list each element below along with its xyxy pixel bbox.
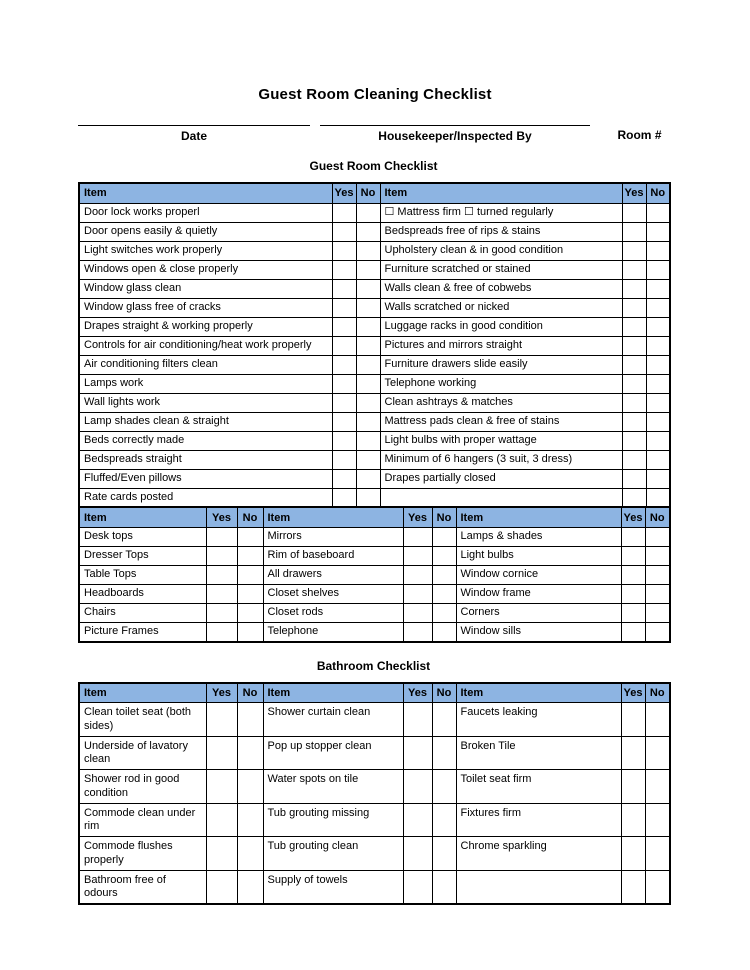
item-label: Rate cards posted bbox=[79, 488, 332, 507]
checklist-row bbox=[79, 603, 670, 622]
col-item: Item bbox=[79, 683, 206, 703]
date-field[interactable]: Date bbox=[78, 125, 310, 143]
item-label: Shower rod in good condition bbox=[79, 770, 206, 804]
no-cell[interactable] bbox=[432, 565, 456, 584]
yes-cell[interactable] bbox=[206, 870, 237, 904]
item-label: ☐ Mattress firm ☐ turned regularly bbox=[380, 203, 622, 222]
col-yes: Yes bbox=[206, 683, 237, 703]
no-cell[interactable] bbox=[237, 837, 263, 871]
col-no: No bbox=[645, 683, 670, 703]
checklist-row bbox=[79, 203, 670, 222]
col-yes: Yes bbox=[621, 507, 645, 527]
no-cell[interactable] bbox=[645, 736, 670, 770]
col-no: No bbox=[237, 507, 263, 527]
item-label: Pictures and mirrors straight bbox=[380, 336, 622, 355]
no-cell[interactable] bbox=[646, 336, 670, 355]
no-cell[interactable] bbox=[432, 870, 456, 904]
no-cell[interactable] bbox=[645, 546, 670, 565]
yes-cell[interactable] bbox=[206, 703, 237, 737]
item-label: Fixtures firm bbox=[456, 803, 621, 837]
item-label: Commode flushes properly bbox=[79, 837, 206, 871]
no-cell[interactable] bbox=[646, 203, 670, 222]
yes-cell[interactable] bbox=[621, 584, 645, 603]
item-label: Lamp shades clean & straight bbox=[79, 412, 332, 431]
yes-cell[interactable] bbox=[332, 431, 356, 450]
housekeeper-field[interactable]: Housekeeper/Inspected By bbox=[320, 125, 590, 143]
yes-cell[interactable] bbox=[622, 203, 646, 222]
no-cell[interactable] bbox=[432, 603, 456, 622]
no-cell[interactable] bbox=[646, 317, 670, 336]
no-cell[interactable] bbox=[356, 431, 380, 450]
checklist-row bbox=[79, 450, 670, 469]
item-label: Chrome sparkling bbox=[456, 837, 621, 871]
item-label: Picture Frames bbox=[79, 622, 206, 641]
yes-cell[interactable] bbox=[332, 241, 356, 260]
no-cell[interactable] bbox=[646, 450, 670, 469]
item-label: Pop up stopper clean bbox=[263, 736, 403, 770]
no-cell[interactable] bbox=[646, 393, 670, 412]
yes-cell[interactable] bbox=[403, 870, 432, 904]
checklist-row bbox=[79, 837, 670, 871]
no-cell[interactable] bbox=[237, 703, 263, 737]
no-cell[interactable] bbox=[646, 222, 670, 241]
no-cell[interactable] bbox=[646, 279, 670, 298]
no-cell[interactable] bbox=[356, 393, 380, 412]
item-label: Mattress pads clean & free of stains bbox=[380, 412, 622, 431]
yes-cell[interactable] bbox=[622, 260, 646, 279]
yes-cell[interactable] bbox=[621, 870, 645, 904]
no-cell[interactable] bbox=[356, 469, 380, 488]
checklist-row bbox=[79, 870, 670, 904]
item-label: Toilet seat firm bbox=[456, 770, 621, 804]
item-label: Supply of towels bbox=[263, 870, 403, 904]
yes-cell[interactable] bbox=[621, 770, 645, 804]
checklist-row bbox=[79, 622, 670, 641]
page-title: Guest Room Cleaning Checklist bbox=[258, 86, 492, 103]
yes-cell[interactable] bbox=[621, 603, 645, 622]
checklist-row bbox=[79, 469, 670, 488]
yes-cell[interactable] bbox=[332, 488, 356, 507]
no-cell[interactable] bbox=[432, 622, 456, 641]
item-label: Clean toilet seat (both sides) bbox=[79, 703, 206, 737]
yes-cell[interactable] bbox=[206, 565, 237, 584]
item-label: Telephone working bbox=[380, 374, 622, 393]
yes-cell[interactable] bbox=[206, 803, 237, 837]
no-cell[interactable] bbox=[356, 203, 380, 222]
no-cell[interactable] bbox=[432, 736, 456, 770]
item-label: Closet shelves bbox=[263, 584, 403, 603]
col-yes: Yes bbox=[332, 183, 356, 203]
yes-cell[interactable] bbox=[622, 317, 646, 336]
item-label: Headboards bbox=[79, 584, 206, 603]
col-item: Item bbox=[380, 183, 622, 203]
col-no: No bbox=[356, 183, 380, 203]
yes-cell[interactable] bbox=[403, 603, 432, 622]
yes-cell[interactable] bbox=[621, 546, 645, 565]
table-header-row bbox=[79, 507, 670, 527]
item-label: Lamps & shades bbox=[456, 527, 621, 546]
item-label: Window sills bbox=[456, 622, 621, 641]
item-label: Minimum of 6 hangers (3 suit, 3 dress) bbox=[380, 450, 622, 469]
checklist-row bbox=[79, 703, 670, 737]
checklist-row bbox=[79, 317, 670, 336]
no-cell[interactable] bbox=[237, 603, 263, 622]
yes-cell[interactable] bbox=[206, 837, 237, 871]
item-label: Window glass clean bbox=[79, 279, 332, 298]
item-label: Clean ashtrays & matches bbox=[380, 393, 622, 412]
no-cell[interactable] bbox=[645, 565, 670, 584]
item-label: Window cornice bbox=[456, 565, 621, 584]
no-cell[interactable] bbox=[645, 584, 670, 603]
item-label: Lamps work bbox=[79, 374, 332, 393]
yes-cell[interactable] bbox=[332, 222, 356, 241]
item-label: All drawers bbox=[263, 565, 403, 584]
yes-cell[interactable] bbox=[206, 584, 237, 603]
item-label: Wall lights work bbox=[79, 393, 332, 412]
item-label: Air conditioning filters clean bbox=[79, 355, 332, 374]
item-label: Commode clean under rim bbox=[79, 803, 206, 837]
yes-cell[interactable] bbox=[621, 527, 645, 546]
col-item: Item bbox=[456, 507, 621, 527]
item-label bbox=[456, 870, 621, 904]
item-label: Drapes straight & working properly bbox=[79, 317, 332, 336]
no-cell[interactable] bbox=[356, 317, 380, 336]
checklist-row bbox=[79, 374, 670, 393]
no-cell[interactable] bbox=[237, 546, 263, 565]
no-cell[interactable] bbox=[356, 412, 380, 431]
yes-cell[interactable] bbox=[622, 431, 646, 450]
item-label: Bathroom free of odours bbox=[79, 870, 206, 904]
table-header-row bbox=[79, 683, 670, 703]
item-label: Corners bbox=[456, 603, 621, 622]
no-cell[interactable] bbox=[645, 803, 670, 837]
item-label: Window glass free of cracks bbox=[79, 298, 332, 317]
checklist-row bbox=[79, 412, 670, 431]
no-cell[interactable] bbox=[432, 837, 456, 871]
no-cell[interactable] bbox=[237, 870, 263, 904]
yes-cell[interactable] bbox=[621, 837, 645, 871]
checklist-row bbox=[79, 803, 670, 837]
checklist-row bbox=[79, 546, 670, 565]
yes-cell[interactable] bbox=[622, 412, 646, 431]
yes-cell[interactable] bbox=[206, 622, 237, 641]
yes-cell[interactable] bbox=[622, 355, 646, 374]
item-label: Walls clean & free of cobwebs bbox=[380, 279, 622, 298]
no-cell[interactable] bbox=[356, 241, 380, 260]
item-label: Upholstery clean & in good condition bbox=[380, 241, 622, 260]
yes-cell[interactable] bbox=[206, 546, 237, 565]
item-label: Rim of baseboard bbox=[263, 546, 403, 565]
no-cell[interactable] bbox=[432, 546, 456, 565]
no-cell[interactable] bbox=[356, 488, 380, 507]
room-number-field[interactable]: Room # bbox=[617, 128, 662, 142]
no-cell[interactable] bbox=[646, 241, 670, 260]
col-yes: Yes bbox=[403, 683, 432, 703]
item-label: Window frame bbox=[456, 584, 621, 603]
yes-cell[interactable] bbox=[403, 803, 432, 837]
item-label: Door lock works properl bbox=[79, 203, 332, 222]
no-cell[interactable] bbox=[237, 803, 263, 837]
item-label: Light bulbs bbox=[456, 546, 621, 565]
yes-cell[interactable] bbox=[403, 622, 432, 641]
yes-cell[interactable] bbox=[403, 584, 432, 603]
col-item: Item bbox=[79, 183, 332, 203]
item-label: Door opens easily & quietly bbox=[79, 222, 332, 241]
checklist-row bbox=[79, 279, 670, 298]
col-item: Item bbox=[263, 507, 403, 527]
no-cell[interactable] bbox=[645, 527, 670, 546]
no-cell[interactable] bbox=[645, 770, 670, 804]
item-label: Walls scratched or nicked bbox=[380, 298, 622, 317]
col-yes: Yes bbox=[622, 183, 646, 203]
no-cell[interactable] bbox=[646, 412, 670, 431]
yes-cell[interactable] bbox=[332, 260, 356, 279]
no-cell[interactable] bbox=[432, 584, 456, 603]
yes-cell[interactable] bbox=[332, 374, 356, 393]
yes-cell[interactable] bbox=[206, 770, 237, 804]
yes-cell[interactable] bbox=[622, 393, 646, 412]
col-no: No bbox=[432, 507, 456, 527]
no-cell[interactable] bbox=[645, 870, 670, 904]
no-cell[interactable] bbox=[356, 260, 380, 279]
item-label: Bedspreads straight bbox=[79, 450, 332, 469]
yes-cell[interactable] bbox=[332, 355, 356, 374]
item-label: Telephone bbox=[263, 622, 403, 641]
yes-cell[interactable] bbox=[332, 298, 356, 317]
yes-cell[interactable] bbox=[332, 469, 356, 488]
item-label: Controls for air conditioning/heat work properly bbox=[79, 336, 332, 355]
no-cell[interactable] bbox=[237, 736, 263, 770]
guest-room-table bbox=[78, 182, 671, 508]
item-label: Light bulbs with proper wattage bbox=[380, 431, 622, 450]
yes-cell[interactable] bbox=[332, 336, 356, 355]
checklist-row bbox=[79, 488, 670, 507]
item-label: Tub grouting missing bbox=[263, 803, 403, 837]
no-cell[interactable] bbox=[356, 222, 380, 241]
no-cell[interactable] bbox=[432, 770, 456, 804]
no-cell[interactable] bbox=[237, 565, 263, 584]
checklist-row bbox=[79, 431, 670, 450]
yes-cell[interactable] bbox=[403, 527, 432, 546]
bathroom-table bbox=[78, 682, 671, 906]
table-header-row bbox=[79, 183, 670, 203]
yes-cell[interactable] bbox=[332, 317, 356, 336]
no-cell[interactable] bbox=[356, 355, 380, 374]
yes-cell[interactable] bbox=[621, 736, 645, 770]
item-label: Beds correctly made bbox=[79, 431, 332, 450]
col-item: Item bbox=[79, 507, 206, 527]
yes-cell[interactable] bbox=[206, 603, 237, 622]
yes-cell[interactable] bbox=[206, 736, 237, 770]
checklist-row bbox=[79, 260, 670, 279]
item-label: Shower curtain clean bbox=[263, 703, 403, 737]
col-yes: Yes bbox=[206, 507, 237, 527]
item-label: Closet rods bbox=[263, 603, 403, 622]
no-cell[interactable] bbox=[645, 703, 670, 737]
no-cell[interactable] bbox=[646, 431, 670, 450]
item-label: Broken Tile bbox=[456, 736, 621, 770]
no-cell[interactable] bbox=[356, 298, 380, 317]
no-cell[interactable] bbox=[237, 622, 263, 641]
item-label: Desk tops bbox=[79, 527, 206, 546]
checklist-row bbox=[79, 222, 670, 241]
yes-cell[interactable] bbox=[206, 527, 237, 546]
no-cell[interactable] bbox=[356, 279, 380, 298]
yes-cell[interactable] bbox=[622, 450, 646, 469]
no-cell[interactable] bbox=[646, 469, 670, 488]
checklist-row bbox=[79, 241, 670, 260]
item-label: Underside of lavatory clean bbox=[79, 736, 206, 770]
col-no: No bbox=[645, 507, 670, 527]
no-cell[interactable] bbox=[646, 355, 670, 374]
yes-cell[interactable] bbox=[403, 565, 432, 584]
item-label: Luggage racks in good condition bbox=[380, 317, 622, 336]
yes-cell[interactable] bbox=[622, 298, 646, 317]
yes-cell[interactable] bbox=[403, 546, 432, 565]
no-cell[interactable] bbox=[432, 703, 456, 737]
col-no: No bbox=[646, 183, 670, 203]
item-label: Fluffed/Even pillows bbox=[79, 469, 332, 488]
checklist-row bbox=[79, 298, 670, 317]
item-label: Windows open & close properly bbox=[79, 260, 332, 279]
yes-cell[interactable] bbox=[622, 279, 646, 298]
yes-cell[interactable] bbox=[621, 703, 645, 737]
yes-cell[interactable] bbox=[332, 279, 356, 298]
yes-cell[interactable] bbox=[332, 393, 356, 412]
col-item: Item bbox=[456, 683, 621, 703]
item-label: Table Tops bbox=[79, 565, 206, 584]
no-cell[interactable] bbox=[356, 450, 380, 469]
checklist-row bbox=[79, 355, 670, 374]
checklist-row bbox=[79, 770, 670, 804]
item-label: Drapes partially closed bbox=[380, 469, 622, 488]
col-no: No bbox=[237, 683, 263, 703]
no-cell[interactable] bbox=[646, 260, 670, 279]
yes-cell[interactable] bbox=[332, 450, 356, 469]
no-cell[interactable] bbox=[432, 527, 456, 546]
guest-room-section-title: Guest Room Checklist bbox=[309, 159, 438, 173]
item-label: Bedspreads free of rips & stains bbox=[380, 222, 622, 241]
yes-cell[interactable] bbox=[622, 488, 646, 507]
yes-cell[interactable] bbox=[332, 412, 356, 431]
yes-cell[interactable] bbox=[621, 565, 645, 584]
signature-row bbox=[78, 125, 669, 143]
no-cell[interactable] bbox=[646, 374, 670, 393]
yes-cell[interactable] bbox=[622, 374, 646, 393]
yes-cell[interactable] bbox=[622, 241, 646, 260]
checklist-row bbox=[79, 736, 670, 770]
col-item: Item bbox=[263, 683, 403, 703]
item-label bbox=[380, 488, 622, 507]
yes-cell[interactable] bbox=[403, 837, 432, 871]
no-cell[interactable] bbox=[237, 770, 263, 804]
checklist-row bbox=[79, 527, 670, 546]
no-cell[interactable] bbox=[237, 584, 263, 603]
no-cell[interactable] bbox=[356, 336, 380, 355]
bathroom-section-title: Bathroom Checklist bbox=[316, 658, 431, 673]
yes-cell[interactable] bbox=[403, 770, 432, 804]
no-cell[interactable] bbox=[645, 622, 670, 641]
yes-cell[interactable] bbox=[621, 622, 645, 641]
item-label: Chairs bbox=[79, 603, 206, 622]
item-label: Light switches work properly bbox=[79, 241, 332, 260]
no-cell[interactable] bbox=[356, 374, 380, 393]
no-cell[interactable] bbox=[645, 837, 670, 871]
yes-cell[interactable] bbox=[622, 222, 646, 241]
col-yes: Yes bbox=[403, 507, 432, 527]
col-yes: Yes bbox=[621, 683, 645, 703]
yes-cell[interactable] bbox=[622, 336, 646, 355]
col-no: No bbox=[432, 683, 456, 703]
item-label: Furniture scratched or stained bbox=[380, 260, 622, 279]
item-label: Furniture drawers slide easily bbox=[380, 355, 622, 374]
checklist-row bbox=[79, 565, 670, 584]
yes-cell[interactable] bbox=[403, 703, 432, 737]
item-label: Mirrors bbox=[263, 527, 403, 546]
no-cell[interactable] bbox=[646, 488, 670, 507]
no-cell[interactable] bbox=[432, 803, 456, 837]
no-cell[interactable] bbox=[645, 603, 670, 622]
no-cell[interactable] bbox=[237, 527, 263, 546]
checklist-row bbox=[79, 336, 670, 355]
yes-cell[interactable] bbox=[332, 203, 356, 222]
item-label: Tub grouting clean bbox=[263, 837, 403, 871]
item-label: Water spots on tile bbox=[263, 770, 403, 804]
item-label: Dresser Tops bbox=[79, 546, 206, 565]
checklist-row bbox=[79, 393, 670, 412]
guest-room-detail-table bbox=[78, 506, 671, 642]
yes-cell[interactable] bbox=[621, 803, 645, 837]
yes-cell[interactable] bbox=[403, 736, 432, 770]
yes-cell[interactable] bbox=[622, 469, 646, 488]
no-cell[interactable] bbox=[646, 298, 670, 317]
item-label: Faucets leaking bbox=[456, 703, 621, 737]
checklist-row bbox=[79, 584, 670, 603]
